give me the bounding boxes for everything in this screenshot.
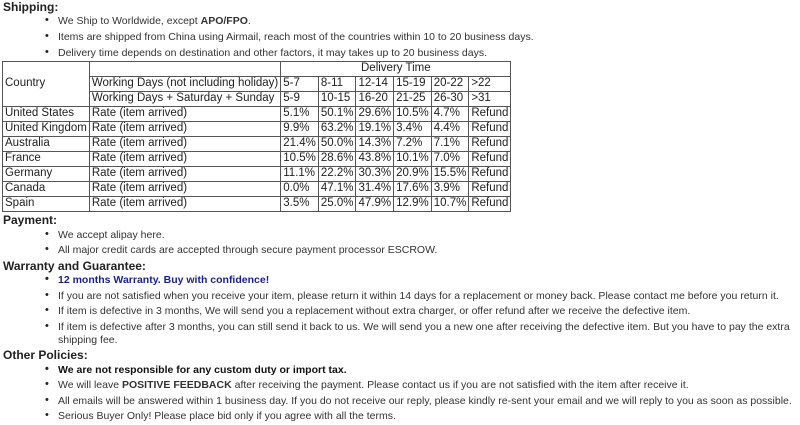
- rate-cell: 12.9%: [394, 197, 432, 212]
- rate-cell: 22.2%: [318, 167, 356, 182]
- list-item: • We accept alipay here.: [58, 228, 800, 244]
- list-item: • If item is defective in 3 months, We will send you a replacement without extra charger, or offer refund after we receive the defective item.: [58, 304, 800, 320]
- rate-cell: Refund: [469, 197, 511, 212]
- payment-list: [0, 228, 800, 259]
- rate-cell: 31.4%: [356, 182, 394, 197]
- rate-cell: Refund: [469, 122, 511, 137]
- country-header: Country: [3, 62, 90, 107]
- rate-cell: 63.2%: [318, 122, 356, 137]
- rate-label-cell: Rate (item arrived): [89, 167, 280, 182]
- rate-label-cell: Rate (item arrived): [89, 197, 280, 212]
- table-row: [3, 152, 511, 167]
- list-item: • All major credit cards are accepted through secure payment processor ESCROW.: [58, 243, 800, 259]
- list-item: [58, 378, 800, 394]
- warranty-list: [0, 273, 800, 348]
- country-cell: France: [3, 152, 90, 167]
- list-item: • Delivery time depends on destination and other factors, it may takes up to 20 business days.: [58, 46, 800, 62]
- rate-cell: 21.4%: [281, 137, 319, 152]
- rate-label-cell: Rate (item arrived): [89, 152, 280, 167]
- rate-cell: Refund: [469, 182, 511, 197]
- rate-cell: 3.4%: [394, 122, 432, 137]
- feedback-prefix: We will leave: [58, 379, 122, 392]
- country-cell: Germany: [3, 167, 90, 182]
- table-cell: 5-9: [281, 92, 319, 107]
- rate-cell: 17.6%: [394, 182, 432, 197]
- feedback-suffix: after receiving the payment. Please contact us if you are not satisfied with the item after receive it.: [231, 379, 689, 392]
- rate-cell: 9.9%: [281, 122, 319, 137]
- rate-label-cell: Rate (item arrived): [89, 137, 280, 152]
- list-item: • If you are not satisfied when you receive your item, please return it within 14 days for a replacement or money back. Please contact me before you return it.: [58, 289, 800, 305]
- list-item: • Items are shipped from China using Airmail, reach most of the countries within 10 to 20 business days.: [58, 30, 800, 46]
- other-policies-heading: Other Policies:: [3, 348, 88, 363]
- rate-label-cell: Rate (item arrived): [89, 107, 280, 122]
- country-cell: United States: [3, 107, 90, 122]
- shipping-list: [0, 14, 800, 61]
- rate-cell: 28.6%: [318, 152, 356, 167]
- rate-cell: 14.3%: [356, 137, 394, 152]
- table-cell: 5-7: [281, 77, 319, 92]
- rate-cell: Refund: [469, 167, 511, 182]
- rate-cell: 25.0%: [318, 197, 356, 212]
- delivery-table: [2, 61, 511, 212]
- rate-cell: 7.1%: [431, 137, 469, 152]
- shipping-item-text: We Ship to Worldwide, except: [58, 15, 201, 28]
- rate-cell: 20.9%: [394, 167, 432, 182]
- rate-cell: 30.3%: [356, 167, 394, 182]
- rate-label-cell: Rate (item arrived): [89, 122, 280, 137]
- delivery-time-header: Delivery Time: [281, 62, 511, 77]
- rate-cell: 3.5%: [281, 197, 319, 212]
- rate-cell: Refund: [469, 107, 511, 122]
- table-cell: >22: [469, 77, 511, 92]
- warranty-heading: Warranty and Guarantee:: [3, 258, 146, 273]
- rate-cell: Refund: [469, 137, 511, 152]
- table-cell: 10-15: [318, 92, 356, 107]
- rate-cell: 15.5%: [431, 167, 469, 182]
- table-cell: 15-19: [394, 77, 432, 92]
- list-item: • 12 months Warranty. Buy with confidence!: [58, 273, 800, 289]
- apo-fpo-text: APO/FPO: [200, 15, 248, 28]
- country-cell: Canada: [3, 182, 90, 197]
- country-cell: United Kingdom: [3, 122, 90, 137]
- rate-cell: 50.1%: [318, 107, 356, 122]
- rate-cell: 11.1%: [281, 167, 319, 182]
- country-cell: Australia: [3, 137, 90, 152]
- table-row: [3, 197, 511, 212]
- rate-cell: 3.9%: [431, 182, 469, 197]
- rate-cell: 10.5%: [281, 152, 319, 167]
- rate-cell: 10.1%: [394, 152, 432, 167]
- rate-cell: 43.8%: [356, 152, 394, 167]
- table-cell: 8-11: [318, 77, 356, 92]
- rate-cell: 7.0%: [431, 152, 469, 167]
- rate-cell: 4.7%: [431, 107, 469, 122]
- table-cell: >31: [469, 92, 511, 107]
- other-policies-list: [0, 363, 800, 425]
- rate-cell: 10.5%: [394, 107, 432, 122]
- table-cell: 21-25: [394, 92, 432, 107]
- rate-cell: 10.7%: [431, 197, 469, 212]
- working-days-weekend-label: Working Days + Saturday + Sunday: [89, 92, 280, 107]
- rate-cell: 4.4%: [431, 122, 469, 137]
- positive-feedback-text: POSITIVE FEEDBACK: [122, 379, 232, 392]
- rate-label-cell: Rate (item arrived): [89, 182, 280, 197]
- rate-cell: 19.1%: [356, 122, 394, 137]
- table-cell: 20-22: [431, 77, 469, 92]
- table-row: [3, 137, 511, 152]
- payment-heading: Payment:: [3, 213, 58, 228]
- rate-cell: 29.6%: [356, 107, 394, 122]
- rate-cell: 47.9%: [356, 197, 394, 212]
- table-cell: 26-30: [431, 92, 469, 107]
- table-cell: 16-20: [356, 92, 394, 107]
- list-item: • Serious Buyer Only! Please place bid only if you agree with all the terms.: [58, 409, 800, 425]
- shipping-heading: Shipping:: [3, 0, 59, 14]
- working-days-label: Working Days (not including holiday): [89, 77, 280, 92]
- table-row: [3, 107, 511, 122]
- list-item: • All emails will be answered within 1 business day. If you do not receive our reply, please kindly re-sent your email and we will reply to you as soon as possible.: [58, 394, 800, 410]
- list-item: • We are not responsible for any custom duty or import tax.: [58, 363, 800, 379]
- table-row: [3, 182, 511, 197]
- list-item: [58, 14, 800, 30]
- rate-cell: 47.1%: [318, 182, 356, 197]
- rate-cell: 0.0%: [281, 182, 319, 197]
- table-row: [3, 167, 511, 182]
- rate-cell: 5.1%: [281, 107, 319, 122]
- rate-cell: 50.0%: [318, 137, 356, 152]
- list-item: • If item is defective after 3 months, you can still send it back to us. We will send you a new one after receiving the defective item. But you have to pay the extra shipping fee.: [58, 320, 800, 348]
- rate-cell: 7.2%: [394, 137, 432, 152]
- country-cell: Spain: [3, 197, 90, 212]
- rate-cell: Refund: [469, 152, 511, 167]
- shipping-item-suffix: .: [247, 15, 251, 28]
- table-cell: 12-14: [356, 77, 394, 92]
- table-row: [3, 122, 511, 137]
